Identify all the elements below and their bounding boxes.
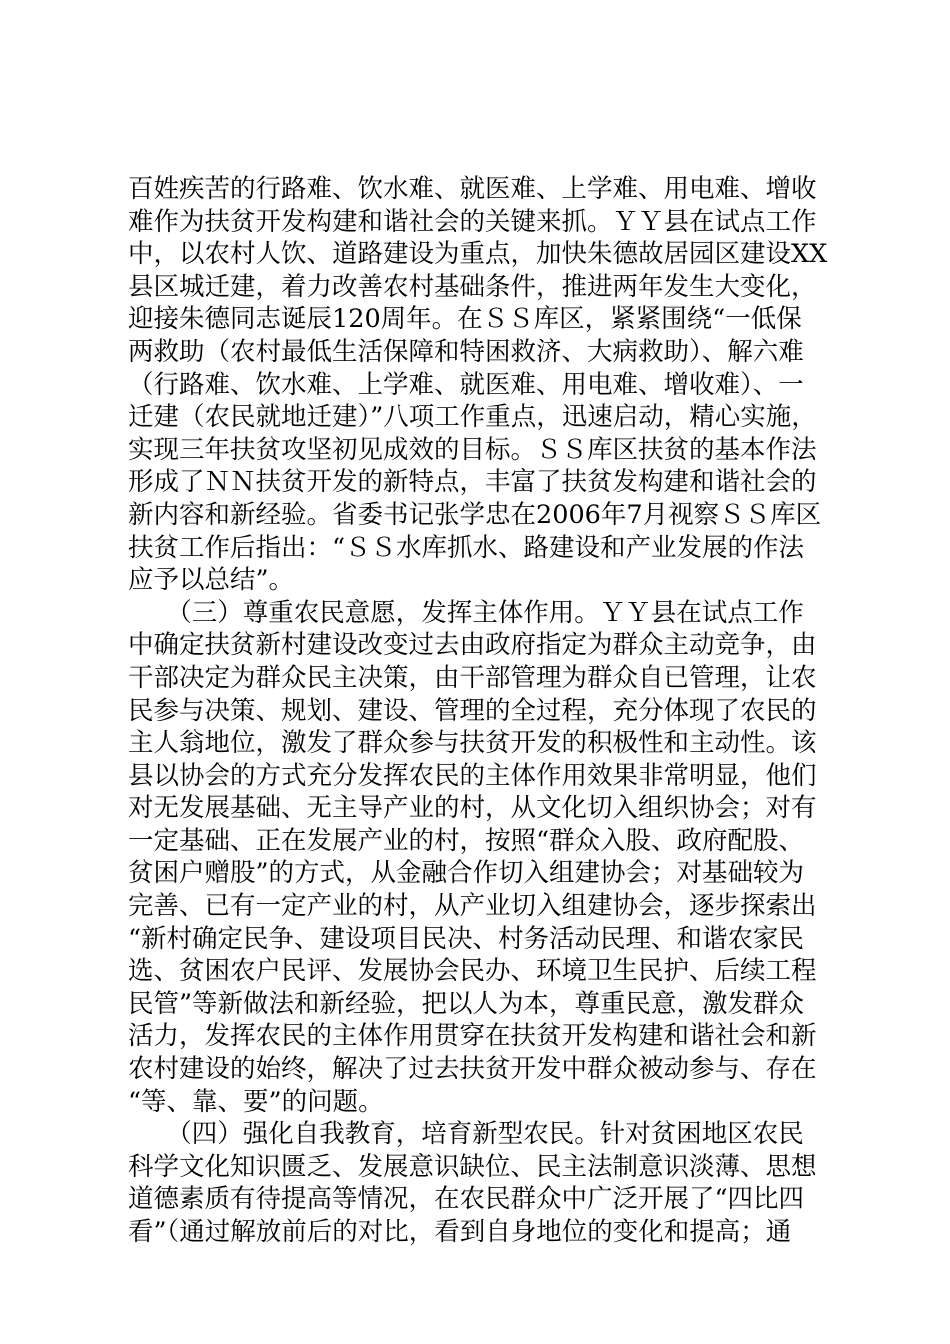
text-line: “新村确定民争、建设项目民决、村务活动民理、和谐农家民 [128, 923, 805, 954]
text-line: 县区城迁建，着力改善农村基础条件，推进两年发生大变化， [128, 271, 817, 302]
text-line: 看”（通过解放前后的对比，看到自身地位的变化和提高；通 [128, 1217, 792, 1247]
text-line: 贫困户赠股”的方式，从金融合作切入组建协会；对基础较为 [128, 858, 805, 889]
text-line: 扶贫工作后指出：“ＳＳ水库抓水、路建设和产业发展的作法 [128, 532, 805, 563]
paragraph-heading-4: （四）强化自我教育，培育新型农民。针对贫困地区农民 [128, 1119, 804, 1150]
text-line: 民管”等新做法和新经验，把以人为本，尊重民意，激发群众 [128, 988, 805, 1019]
text-line: 难作为扶贫开发构建和谐社会的关键来抓。ＹＹ县在试点工作 [128, 206, 817, 237]
text-line: 农村建设的始终，解决了过去扶贫开发中群众被动参与、存在 [128, 1054, 817, 1085]
text-line: 中，以农村人饮、道路建设为重点，加快朱德故居园区建设XX [128, 239, 828, 270]
text-line: 科学文化知识匮乏、发展意识缺位、民主法制意识淡薄、思想 [128, 1151, 817, 1182]
text-line: 迎接朱德同志诞辰120周年。在ＳＳ库区，紧紧围绕“一低保 [128, 304, 802, 335]
text-line: 百姓疾苦的行路难、饮水难、就医难、上学难、用电难、增收 [128, 174, 817, 204]
text-line: 实现三年扶贫攻坚初见成效的目标。ＳＳ库区扶贫的基本作法 [128, 434, 817, 465]
text-line: 活力，发挥农民的主体作用贯穿在扶贫开发构建和谐社会和新 [128, 1021, 817, 1052]
text-line: 应予以总结”。 [128, 565, 295, 596]
document-body [128, 173, 828, 1249]
text-line: 对无发展基础、无主导产业的村，从文化切入组织协会；对有 [128, 793, 817, 824]
text-line: 两救助（农村最低生活保障和特困救济、大病救助）、解六难 [128, 336, 804, 367]
text-line: 县以协会的方式充分发挥农民的主体作用效果非常明显，他们 [128, 760, 817, 791]
text-line: 形成了ＮＮ扶贫开发的新特点，丰富了扶贫发构建和谐社会的 [128, 467, 817, 498]
text-line: 迁建（农民就地迁建）”八项工作重点，迅速启动，精心实施， [128, 402, 817, 433]
text-line: 道德素质有待提高等情况，在农民群众中广泛开展了“四比四 [128, 1184, 805, 1215]
paragraph-heading-3: （三）尊重农民意愿，发挥主体作用。ＹＹ县在试点工作 [128, 597, 804, 628]
text-line: 干部决定为群众民主决策，由干部管理为群众自已管理，让农 [128, 662, 817, 693]
text-line: （行路难、饮水难、上学难、就医难、用电难、增收难）、一 [128, 369, 804, 400]
text-line: 选、贫困农户民评、发展协会民办、环境卫生民护、后续工程 [128, 956, 817, 987]
text-line: 新内容和新经验。省委书记张学忠在2006年7月视察ＳＳ库区 [128, 499, 822, 530]
text-line: “等、靠、要”的问题。 [128, 1086, 384, 1117]
text-line: 一定基础、正在发展产业的村，按照“群众入股、政府配股、 [128, 825, 805, 856]
text-line: 完善、已有一定产业的村，从产业切入组建协会，逐步探索出 [128, 891, 817, 922]
text-line: 中确定扶贫新村建设改变过去由政府指定为群众主动竞争，由 [128, 630, 817, 661]
text-line: 主人翁地位，激发了群众参与扶贫开发的积极性和主动性。该 [128, 728, 817, 759]
text-line: 民参与决策、规划、建设、管理的全过程，充分体现了农民的 [128, 695, 817, 726]
